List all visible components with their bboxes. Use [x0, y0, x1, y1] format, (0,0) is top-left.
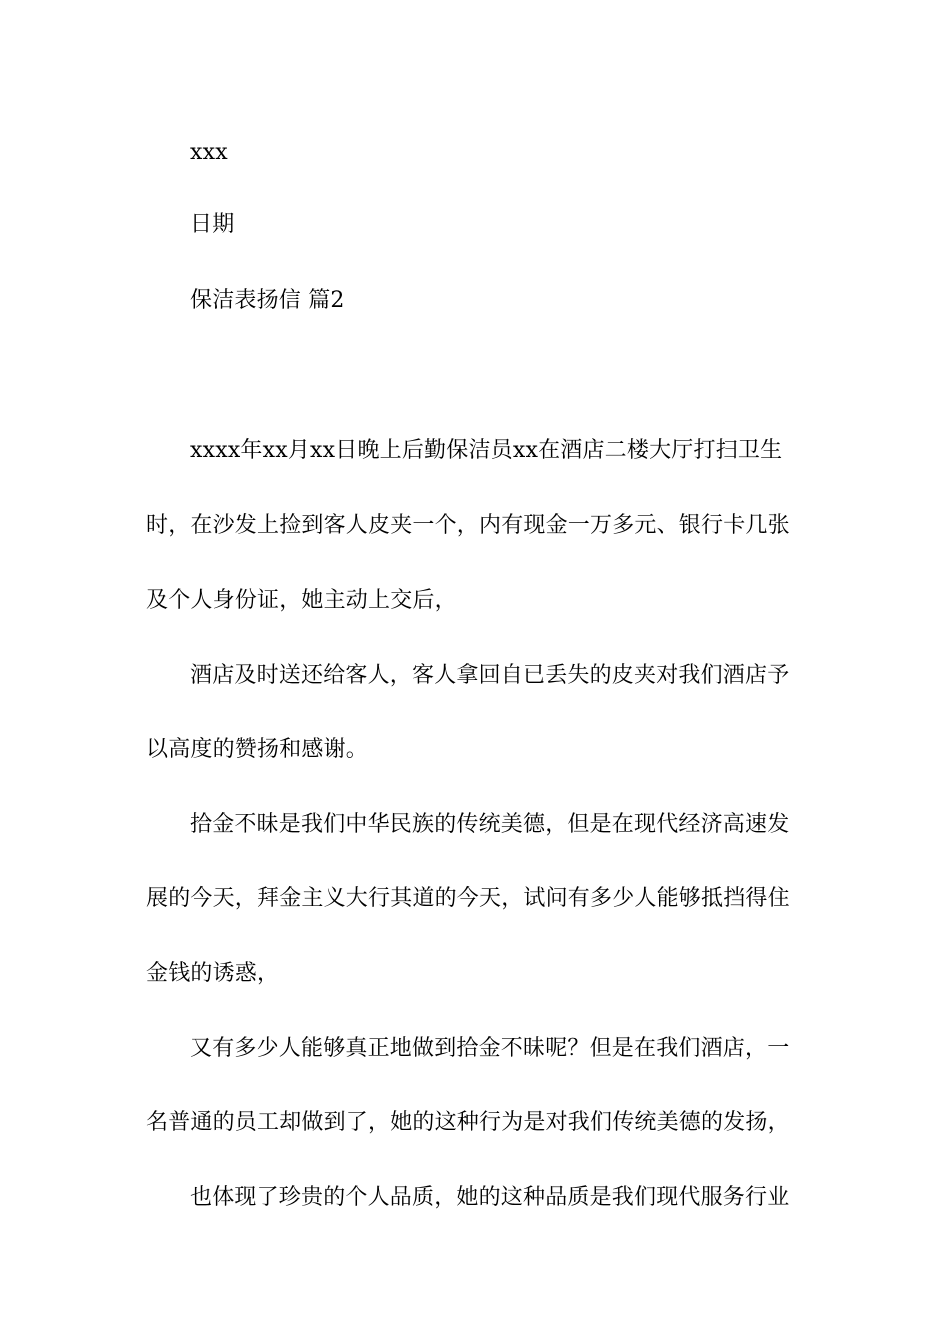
body-line: 名普通的员工却做到了，她的这种行为是对我们传统美德的发扬， [146, 1110, 790, 1135]
body-line: 也体现了珍贵的个人品质，她的这种品质是我们现代服务行业 [190, 1185, 790, 1210]
body-line: 时，在沙发上捡到客人皮夹一个，内有现金一万多元、银行卡几张 [146, 513, 790, 538]
body-line: 金钱的诱惑， [146, 961, 280, 986]
body-line: 展的今天，拜金主义大行其道的今天，试问有多少人能够抵挡得住 [146, 886, 790, 911]
body-line: 以高度的赞扬和感谢。 [146, 737, 369, 762]
body-line: 又有多少人能够真正地做到拾金不昧呢？但是在我们酒店，一 [190, 1036, 790, 1061]
date-label: 日期 [190, 212, 235, 237]
signature-text: xxx [190, 140, 228, 165]
body-line: 及个人身份证，她主动上交后， [146, 588, 457, 613]
body-line: 酒店及时送还给客人，客人拿回自已丢失的皮夹对我们酒店予 [190, 663, 790, 688]
letter-heading: 保洁表扬信 篇2 [190, 288, 345, 313]
body-line: 拾金不昧是我们中华民族的传统美德，但是在现代经济高速发 [190, 812, 790, 837]
body-line: xxxx年xx月xx日晚上后勤保洁员xx在酒店二楼大厅打扫卫生 [190, 438, 783, 463]
